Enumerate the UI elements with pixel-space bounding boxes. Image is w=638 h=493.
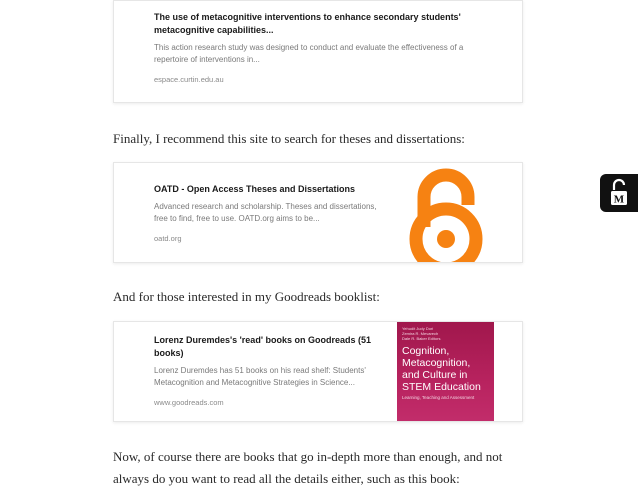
paragraph: Finally, I recommend this site to search for theses and dissertations: [113,131,465,146]
paragraph: And for those interested in my Goodreads booklist: [113,289,380,304]
card-domain: www.goodreads.com [154,398,224,407]
book-title: Cognition, Metacognition, and Culture in STEM Education [402,345,481,393]
card-description: Lorenz Duremdes has 51 books on his read shelf: Students' Metacognition and Metacognitive Strategies in Science... [154,366,366,387]
open-access-lock-icon [398,163,494,263]
card-domain: espace.curtin.edu.au [154,75,224,84]
book-subtitle: Learning, Teaching and Assessment [402,395,475,400]
medium-logo-button[interactable] [600,174,638,212]
medium-logo-icon [600,174,638,212]
card-description: This action research study was designed to conduct and evaluate the effectiveness of a repertoire of interventions in... [154,43,464,64]
link-card-curtin[interactable] [113,0,523,103]
card-title: The use of metacognitive interventions to enhance secondary students' metacognitive capabilities... [154,12,461,35]
card-title: Lorenz Duremdes's 'read' books on Goodreads (51 books) [154,335,371,358]
svg-text:M: M [613,193,625,206]
card-description: Advanced research and scholarship. Theses and dissertations, free to find, free to use. OATD.org aims to be... [154,202,377,223]
book-cover [397,322,494,422]
link-card-oatd[interactable] [113,162,523,263]
card-title: OATD - Open Access Theses and Dissertations [154,184,356,194]
book-editors: Yehudit Judy Dori Zemira R. Mevarech Dale R. Baker Editors [402,326,441,341]
card-domain: oatd.org [154,234,182,243]
paragraph: Now, of course there are books that go in-depth more than enough, and not always do you want to read all the details either, such as this book: [113,449,503,486]
link-card-goodreads[interactable] [113,321,523,422]
